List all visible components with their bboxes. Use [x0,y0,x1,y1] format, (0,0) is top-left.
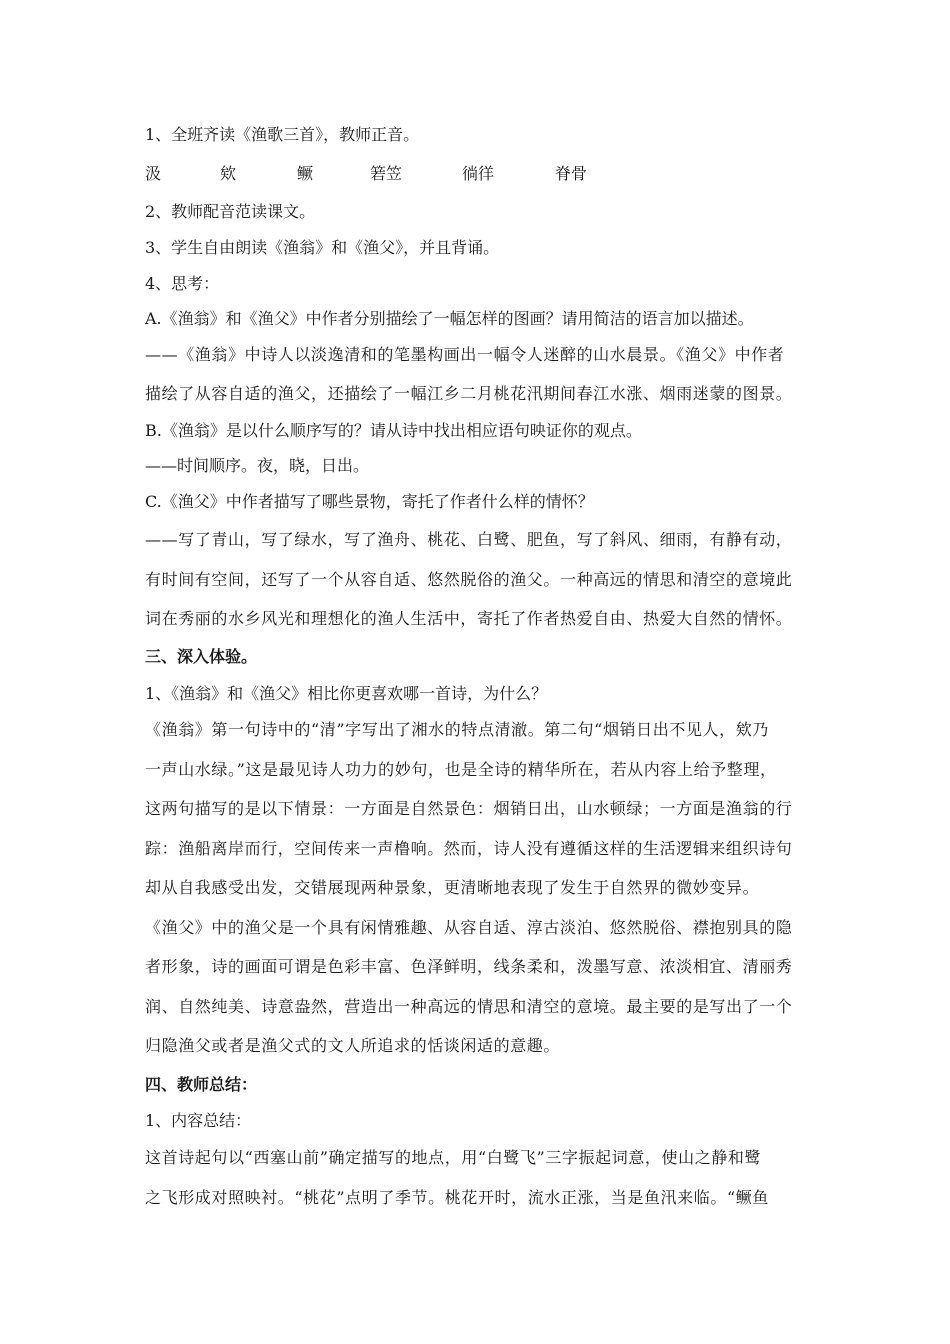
paragraph-line: 2、教师配音范读课文。 [145,202,316,221]
paragraph-line: 者形象，诗的画面可谓是色彩丰富、色泽鲜明，线条柔和，泼墨写意、浓淡相宜、清丽秀 [145,957,793,976]
section-heading: 四、教师总结： [145,1075,258,1094]
paragraph-line: 归隐渔父或者是渔父式的文人所追求的恬谈闲适的意趣。 [145,1036,561,1055]
question-line: C.《渔父》中作者描写了哪些景物，寄托了作者什么样的情怀？ [145,492,594,511]
paragraph-line: 这两句描写的是以下情景：一方面是自然景色：烟销日出，山水顿绿；一方面是渔翁的行 [145,799,793,818]
paragraph-line: 1、全班齐读《渔歌三首》，教师正音。 [145,125,420,144]
vocab-word: 鳜 [297,164,314,183]
vocab-word: 欸 [220,164,237,183]
answer-line: 有时间有空间，还写了一个从容自适、悠然脱俗的渔父。一种高远的情思和清空的意境此 [145,570,793,589]
paragraph-line: 之飞形成对照映衬。“桃花”点明了季节。桃花开时，流水正涨，当是鱼汛来临。“鳜鱼 [145,1188,769,1207]
paragraph-line: 踪：渔船离岸而行，空间传来一声橹响。然而，诗人没有遵循这样的生活逻辑来组织诗句 [145,839,793,858]
vocabulary-row [145,164,810,184]
paragraph-line: 却从自我感受出发，交错展现两种景象，更清晰地表现了发生于自然界的微妙变异。 [145,878,760,897]
question-line: A.《渔翁》和《渔父》中作者分别描绘了一幅怎样的图画？请用简洁的语言加以描述。 [145,309,754,328]
paragraph-line: 3、学生自由朗读《渔翁》和《渔父》，并且背诵。 [145,238,500,257]
vocab-word: 汲 [145,164,162,183]
paragraph-line: 4、思考： [145,274,220,293]
answer-line: ——写了青山，写了绿水，写了渔舟、桃花、白鹭、肥鱼，写了斜风、细雨，有静有动， [145,530,793,549]
paragraph-line: 1、内容总结： [145,1111,252,1130]
paragraph-line: 这首诗起句以“西塞山前”确定描写的地点，用“白鹭飞”三字振起词意，使山之静和鹭 [145,1148,762,1167]
answer-line: 描绘了从容自适的渔父，还描绘了一幅江乡二月桃花汛期间春江水涨、烟雨迷蒙的图景。 [145,384,793,403]
paragraph-line: 一声山水绿。”这是最见诗人功力的妙句，也是全诗的精华所在，若从内容上给予整理， [145,760,777,779]
section-heading: 三、深入体验。 [145,647,258,666]
paragraph-line: 《渔父》中的渔父是一个具有闲情雅趣、从容自适、淳古淡泊、悠然脱俗、襟抱别具的隐 [145,918,793,937]
paragraph-line: 润、自然纯美、诗意盎然，营造出一种高远的情思和清空的意境。最主要的是写出了一个 [145,997,793,1016]
vocab-word: 脊骨 [555,164,588,183]
vocab-word: 箬笠 [370,164,403,183]
answer-line: ——《渔翁》中诗人以淡逸清和的笔墨构画出一幅令人迷醉的山水晨景。《渔父》中作者 [145,345,785,364]
question-line: B.《渔翁》是以什么顺序写的？请从诗中找出相应语句映证你的观点。 [145,421,642,440]
answer-line: 词在秀丽的水乡风光和理想化的渔人生活中，寄托了作者热爱自由、热爱大自然的情怀。 [145,609,793,628]
vocab-word: 徜徉 [462,164,495,183]
answer-line: ——时间顺序。夜，晓，日出。 [145,456,370,475]
paragraph-line: 1、《渔翁》和《渔父》相比你更喜欢哪一首诗，为什么？ [145,684,548,703]
paragraph-line: 《渔翁》第一句诗中的“清”字写出了湘水的特点清澈。第二句“烟销日出不见人，欸乃 [145,720,769,739]
